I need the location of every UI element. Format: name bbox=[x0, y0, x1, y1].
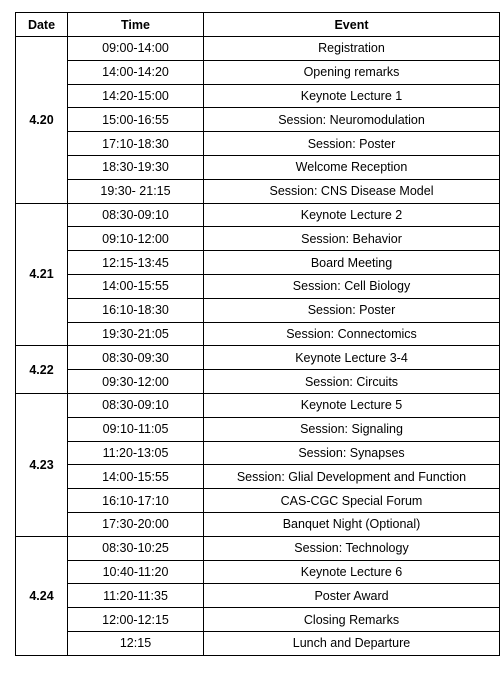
event-cell: Session: Signaling bbox=[204, 417, 500, 441]
event-cell: Poster Award bbox=[204, 584, 500, 608]
time-cell: 08:30-10:25 bbox=[68, 536, 204, 560]
event-cell: Keynote Lecture 2 bbox=[204, 203, 500, 227]
table-row bbox=[16, 322, 500, 346]
date-cell: 4.20 bbox=[16, 37, 68, 204]
time-cell: 10:40-11:20 bbox=[68, 560, 204, 584]
table-row bbox=[16, 37, 500, 61]
table-row bbox=[16, 393, 500, 417]
header-event: Event bbox=[204, 13, 500, 37]
event-cell: Keynote Lecture 1 bbox=[204, 84, 500, 108]
table-row bbox=[16, 512, 500, 536]
event-cell: Welcome Reception bbox=[204, 155, 500, 179]
table-row bbox=[16, 179, 500, 203]
time-cell: 08:30-09:30 bbox=[68, 346, 204, 370]
table-row bbox=[16, 346, 500, 370]
event-cell: Session: Circuits bbox=[204, 370, 500, 394]
table-row bbox=[16, 441, 500, 465]
table-row bbox=[16, 560, 500, 584]
time-cell: 12:15-13:45 bbox=[68, 251, 204, 275]
table-row bbox=[16, 608, 500, 632]
event-cell: Registration bbox=[204, 37, 500, 61]
table-row bbox=[16, 108, 500, 132]
time-cell: 09:30-12:00 bbox=[68, 370, 204, 394]
event-cell: Session: Technology bbox=[204, 536, 500, 560]
table-row bbox=[16, 584, 500, 608]
event-cell: Closing Remarks bbox=[204, 608, 500, 632]
time-cell: 12:15 bbox=[68, 631, 204, 655]
time-cell: 09:10-12:00 bbox=[68, 227, 204, 251]
table-row bbox=[16, 84, 500, 108]
header-date: Date bbox=[16, 13, 68, 37]
time-cell: 19:30- 21:15 bbox=[68, 179, 204, 203]
schedule-table bbox=[15, 12, 500, 656]
date-cell: 4.22 bbox=[16, 346, 68, 394]
event-cell: Keynote Lecture 3-4 bbox=[204, 346, 500, 370]
event-cell: Session: Poster bbox=[204, 298, 500, 322]
event-cell: Session: Neuromodulation bbox=[204, 108, 500, 132]
time-cell: 18:30-19:30 bbox=[68, 155, 204, 179]
table-row bbox=[16, 536, 500, 560]
table-row bbox=[16, 60, 500, 84]
time-cell: 09:00-14:00 bbox=[68, 37, 204, 61]
table-row bbox=[16, 251, 500, 275]
event-cell: Session: Poster bbox=[204, 132, 500, 156]
time-cell: 08:30-09:10 bbox=[68, 393, 204, 417]
table-row bbox=[16, 465, 500, 489]
time-cell: 08:30-09:10 bbox=[68, 203, 204, 227]
event-cell: Opening remarks bbox=[204, 60, 500, 84]
time-cell: 17:30-20:00 bbox=[68, 512, 204, 536]
table-body bbox=[16, 37, 500, 656]
table-row bbox=[16, 132, 500, 156]
event-cell: Session: Glial Development and Function bbox=[204, 465, 500, 489]
table-header bbox=[16, 13, 500, 37]
event-cell: Banquet Night (Optional) bbox=[204, 512, 500, 536]
event-cell: CAS-CGC Special Forum bbox=[204, 489, 500, 513]
time-cell: 19:30-21:05 bbox=[68, 322, 204, 346]
event-cell: Session: Behavior bbox=[204, 227, 500, 251]
table-row bbox=[16, 155, 500, 179]
time-cell: 11:20-13:05 bbox=[68, 441, 204, 465]
time-cell: 14:00-15:55 bbox=[68, 465, 204, 489]
table-row bbox=[16, 203, 500, 227]
event-cell: Session: Connectomics bbox=[204, 322, 500, 346]
event-cell: Keynote Lecture 5 bbox=[204, 393, 500, 417]
time-cell: 09:10-11:05 bbox=[68, 417, 204, 441]
table-row bbox=[16, 417, 500, 441]
table-row bbox=[16, 370, 500, 394]
event-cell: Session: CNS Disease Model bbox=[204, 179, 500, 203]
table-row bbox=[16, 489, 500, 513]
time-cell: 15:00-16:55 bbox=[68, 108, 204, 132]
time-cell: 14:00-15:55 bbox=[68, 274, 204, 298]
event-cell: Lunch and Departure bbox=[204, 631, 500, 655]
time-cell: 11:20-11:35 bbox=[68, 584, 204, 608]
time-cell: 14:20-15:00 bbox=[68, 84, 204, 108]
date-cell: 4.23 bbox=[16, 393, 68, 536]
table-row bbox=[16, 631, 500, 655]
time-cell: 16:10-18:30 bbox=[68, 298, 204, 322]
event-cell: Session: Synapses bbox=[204, 441, 500, 465]
table-row bbox=[16, 274, 500, 298]
event-cell: Keynote Lecture 6 bbox=[204, 560, 500, 584]
event-cell: Session: Cell Biology bbox=[204, 274, 500, 298]
date-cell: 4.24 bbox=[16, 536, 68, 655]
time-cell: 17:10-18:30 bbox=[68, 132, 204, 156]
time-cell: 12:00-12:15 bbox=[68, 608, 204, 632]
date-cell: 4.21 bbox=[16, 203, 68, 346]
table-row bbox=[16, 227, 500, 251]
table-row bbox=[16, 298, 500, 322]
header-row bbox=[16, 13, 500, 37]
time-cell: 16:10-17:10 bbox=[68, 489, 204, 513]
header-time: Time bbox=[68, 13, 204, 37]
event-cell: Board Meeting bbox=[204, 251, 500, 275]
time-cell: 14:00-14:20 bbox=[68, 60, 204, 84]
